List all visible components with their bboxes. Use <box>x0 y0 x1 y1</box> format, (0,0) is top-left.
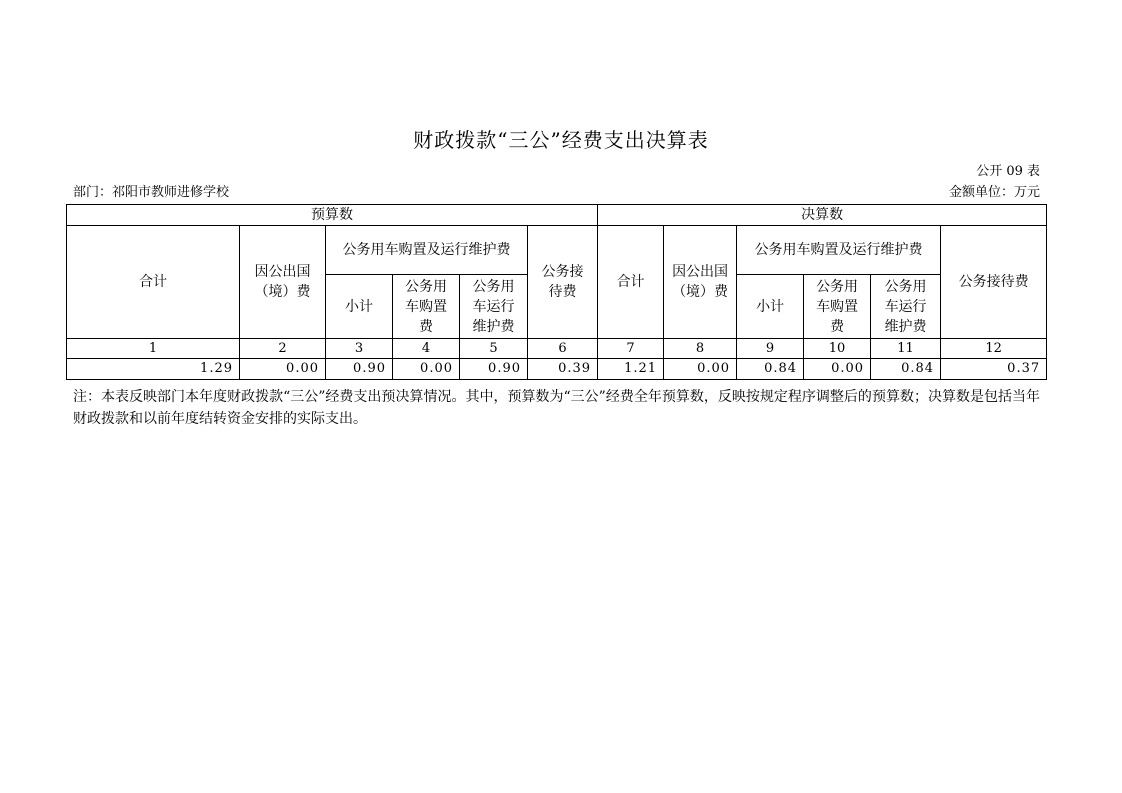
budget-abroad-value: 0.00 <box>240 359 326 380</box>
column-number: 6 <box>528 339 598 359</box>
budget-total-header: 合计 <box>67 226 240 339</box>
final-vehicle-operation-value: 0.84 <box>871 359 941 380</box>
final-abroad-header: 因公出国（境）费 <box>664 226 737 339</box>
column-number: 1 <box>67 339 240 359</box>
final-reception-header: 公务接待费 <box>941 226 1047 339</box>
column-number: 3 <box>326 339 393 359</box>
budget-reception-header: 公务接待费 <box>528 226 598 339</box>
value-row <box>67 359 1047 380</box>
final-vehicle-purchase-value: 0.00 <box>804 359 871 380</box>
column-number: 9 <box>737 339 804 359</box>
final-abroad-value: 0.00 <box>664 359 737 380</box>
budget-reception-value: 0.39 <box>528 359 598 380</box>
budget-abroad-header: 因公出国（境）费 <box>240 226 326 339</box>
budget-vehicle-subtotal-value: 0.90 <box>326 359 393 380</box>
final-subtotal-header: 小计 <box>737 275 804 339</box>
budget-vehicle-operation-value: 0.90 <box>460 359 528 380</box>
expenditure-table <box>66 204 1046 380</box>
budget-vehicle-group-header: 公务用车购置及运行维护费 <box>326 226 528 275</box>
final-vehicle-operation-header: 公务用车运行维护费 <box>871 275 941 339</box>
column-number-row <box>67 339 1047 359</box>
budget-vehicle-operation-header: 公务用车运行维护费 <box>460 275 528 339</box>
column-number: 8 <box>664 339 737 359</box>
column-number: 10 <box>804 339 871 359</box>
final-vehicle-subtotal-value: 0.84 <box>737 359 804 380</box>
header-row-1 <box>67 226 1047 275</box>
budget-group-header: 预算数 <box>67 205 598 226</box>
column-number: 7 <box>598 339 664 359</box>
budget-vehicle-purchase-value: 0.00 <box>393 359 460 380</box>
final-total-header: 合计 <box>598 226 664 339</box>
budget-total-value: 1.29 <box>67 359 240 380</box>
amount-unit-label: 金额单位：万元 <box>948 185 1040 200</box>
column-number: 4 <box>393 339 460 359</box>
column-number: 11 <box>871 339 941 359</box>
three-public-expenses-table <box>66 204 1047 380</box>
group-header-row <box>67 205 1047 226</box>
final-total-value: 1.21 <box>598 359 664 380</box>
final-group-header: 决算数 <box>598 205 1047 226</box>
budget-subtotal-header: 小计 <box>326 275 393 339</box>
final-vehicle-group-header: 公务用车购置及运行维护费 <box>737 226 941 275</box>
column-number: 5 <box>460 339 528 359</box>
department-label: 部门：祁阳市教师进修学校 <box>73 185 230 200</box>
page-title: 财政拨款“三公”经费支出决算表 <box>413 128 709 152</box>
table-note: 注：本表反映部门本年度财政拨款“三公”经费支出预决算情况。其中，预算数为“三公”经费全年预算数，反映按规定程序调整后的预算数；决算数是包括当年财政拨款和以前年度结转资金安排的实际支出。 <box>73 389 1040 427</box>
form-number: 公开 09 表 <box>976 164 1040 179</box>
final-vehicle-purchase-header: 公务用车购置费 <box>804 275 871 339</box>
final-reception-value: 0.37 <box>941 359 1047 380</box>
column-number: 2 <box>240 339 326 359</box>
column-number: 12 <box>941 339 1047 359</box>
budget-vehicle-purchase-header: 公务用车购置费 <box>393 275 460 339</box>
